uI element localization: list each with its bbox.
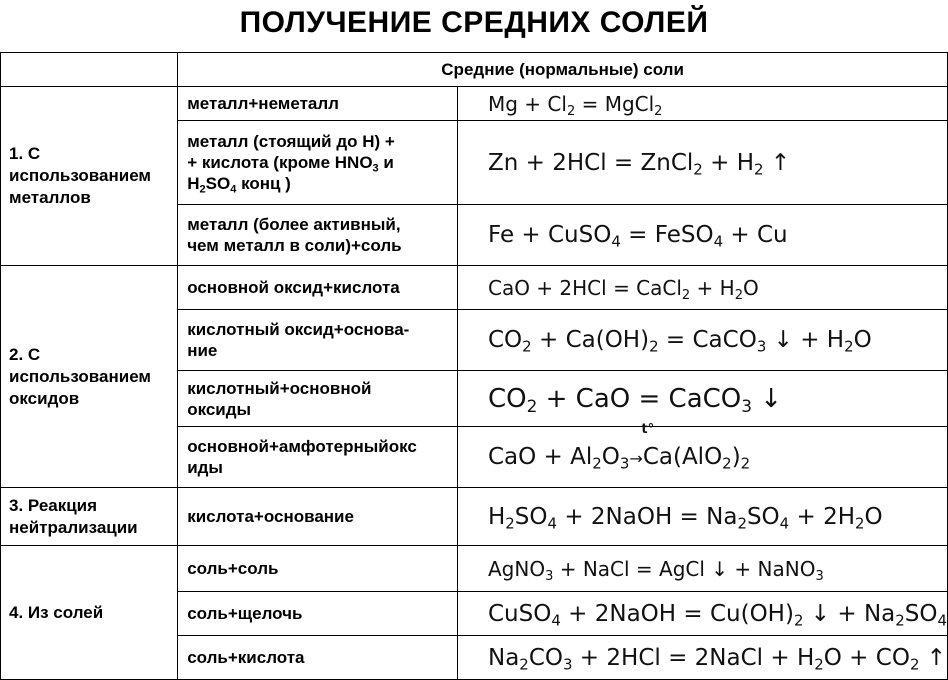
reaction-arrow-icon: → [629, 449, 643, 468]
equation-cell: $H_2SO_4$ + 2NaOH = $Na_2SO_4 + 2H_2O$ [457, 488, 947, 546]
equation-cell: $Na_2CO_3 + 2HCl$ = 2NaCl + $H_2O + CO_2$ ↑ [457, 636, 947, 680]
method-cell: основной+амфотерныйокс иды [178, 427, 458, 488]
temperature-mark: t° [641, 422, 655, 437]
equation-cell: AgNO$_3$ + NaCl = AgCl ↓ + NaNO$_3$ [457, 546, 947, 592]
category-salts: 4. Из солей [1, 546, 178, 680]
method-cell: соль+соль [178, 546, 458, 592]
method-cell: основной оксид+кислота [178, 266, 458, 310]
equation-cell: Zn + 2HCl = ZnCl$_2$ + $H_2$ ↑ [457, 121, 947, 205]
equation-cell: Fe + CuSO$_4$ = FeSO$_4$ + Cu [457, 205, 947, 266]
table-row [1, 266, 948, 310]
category-metals: 1. С использованием металлов [1, 87, 178, 266]
method-cell: металл (более активный, чем металл в соли)+соль [178, 205, 458, 266]
equation-cell: $CO_2 + Ca(OH)_2$ = CaCO$_3$ ↓ + $H_2O$ [457, 310, 947, 371]
category-oxides: 2. С использованием оксидов [1, 266, 178, 488]
method-cell: кислота+основание [178, 488, 458, 546]
table-row [1, 546, 948, 592]
method-cell: соль+щелочь [178, 592, 458, 636]
equation-cell: CaO + 2HCl = CaCl$_2$ + $H_2O$ [457, 266, 947, 310]
page-title: ПОЛУЧЕНИЕ СРЕДНИХ СОЛЕЙ [239, 6, 709, 39]
table-row [1, 87, 948, 121]
equation-cell: CuSO$_4$ + 2NaOH = $Cu(OH)_2$ ↓ + $Na_2SO_4$ [457, 592, 947, 636]
equation-cell: $CO_2$ + CaO = CaCO$_3$ ↓ [457, 371, 947, 427]
category-neutralization: 3. Реакция нейтрализации [1, 488, 178, 546]
equation-cell: $Mg + Cl_2$ = MgCl$_2$ [457, 87, 947, 121]
column-header: Средние (нормальные) соли [178, 53, 948, 87]
table-row [1, 488, 948, 546]
method-cell: соль+кислота [178, 636, 458, 680]
salts-table [0, 52, 948, 680]
table-header-row [1, 53, 948, 87]
method-cell: кислотный+основной оксиды [178, 371, 458, 427]
method-cell: металл (стоящий до Н) + + кислота (кроме $HNO_3$ и $H_2SO_4$ конц ) [178, 121, 458, 205]
method-cell: металл+неметалл [178, 87, 458, 121]
equation-cell: CaO + $Al_2O_3$ t° $\to Ca(AlO_2)_2$ [457, 427, 947, 488]
empty-header-cell [1, 53, 178, 87]
method-cell: кислотный оксид+основа- ние [178, 310, 458, 371]
